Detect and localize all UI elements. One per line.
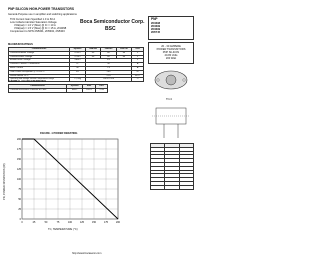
table-cell <box>165 185 179 189</box>
table-cell: V <box>132 59 144 63</box>
table-cell: Collector-Emitter Voltage <box>9 51 70 55</box>
x-tick-label: 50 <box>44 221 48 224</box>
x-tick-label: 150 <box>92 221 96 224</box>
feature-item: VCE(sat) = 1.0 V (Max) @ IC = 10 A <box>14 24 56 28</box>
table-row <box>9 51 144 55</box>
desc-line: 40-80 Volts <box>164 54 178 58</box>
table-cell: °C/W <box>95 88 107 92</box>
table-cell: W <box>132 70 144 74</box>
x-tick-label: 175 <box>104 221 108 224</box>
table-cell: W/°C <box>132 74 144 78</box>
desc-line: 200 Watt <box>165 57 177 61</box>
y-tick-label: 125 <box>17 167 21 171</box>
table-cell: V <box>132 55 144 59</box>
table-header-cell: Unit <box>132 48 144 52</box>
table-cell: V <box>132 51 144 55</box>
table-cell: Collector Current - Continuous <box>9 63 70 67</box>
x-tick-label: 125 <box>80 221 84 224</box>
table-cell: 1.14 <box>85 74 131 78</box>
table-cell: -65 to +200 <box>85 78 131 82</box>
table-cell: Operating and Storage Junction Temperature Range <box>9 78 70 82</box>
table-cell: Total Power Dissipation @TC=25°C <box>9 70 70 74</box>
feature-list <box>10 18 66 33</box>
desc-line: PNP SILICON <box>162 51 180 55</box>
part-number: 2N5745 <box>151 31 161 35</box>
y-tick-label: 150 <box>17 157 21 161</box>
table-cell: 60 <box>101 51 116 55</box>
table-cell: 40 <box>85 55 100 59</box>
dimension-table <box>150 143 194 190</box>
y-tick-label: 25 <box>18 207 21 211</box>
table-cell <box>151 185 165 189</box>
table-header-cell: Symbol <box>70 48 86 52</box>
y-tick-label: 75 <box>18 187 21 191</box>
desc-line: 20 - 30 AMPERE <box>161 45 181 48</box>
chart-ylabel: PD, POWER DISSIPATION (W) <box>3 163 6 200</box>
table-cell: °C <box>132 78 144 82</box>
desc-line: POWER TRANSISTORS <box>156 48 186 52</box>
x-tick-label: 200 <box>116 221 120 224</box>
table-cell: Derate above 25°C <box>9 74 70 78</box>
x-tick-label: 100 <box>68 221 72 224</box>
table-cell: Collector-Base Voltage <box>9 55 70 59</box>
table-header-cell: 2N4399 <box>101 48 116 52</box>
table-cell: 80 <box>116 51 131 55</box>
table-header-cell: Max <box>83 85 96 89</box>
part-number-box <box>148 16 194 40</box>
feature-item: TO3 Current Gain Specified 1.0 to 60 A <box>10 18 56 21</box>
table-cell: 80 <box>116 55 131 59</box>
company-short: BSC <box>105 26 116 32</box>
x-tick-label: 25 <box>32 221 36 224</box>
table-row <box>9 88 108 92</box>
table-cell: VEBO <box>70 59 86 63</box>
table-cell: VCBO <box>70 55 86 59</box>
max-ratings-title: MAXIMUM RATINGS <box>8 43 33 46</box>
table-cell: RθJC <box>67 88 83 92</box>
part-number: 2N4399 <box>151 28 161 32</box>
table-cell: A <box>132 63 144 67</box>
x-tick-label: 0 <box>21 221 23 224</box>
package-drawing <box>150 64 192 100</box>
feature-item: VCE(sat) = 1.5 V (Max) @ IC = 15 A, 2N4398 <box>14 27 67 31</box>
table-cell: Thermal Resistance Junction to Case <box>9 88 67 92</box>
table-header-cell: Unit <box>95 85 107 89</box>
table-cell: Emitter-Base Voltage <box>9 59 70 63</box>
y-tick-label: 200 <box>17 137 21 141</box>
table-cell <box>179 185 193 189</box>
y-tick-label: 0 <box>19 217 21 221</box>
table-header-cell: Symbol <box>67 85 83 89</box>
table-cell: IC <box>70 63 86 67</box>
footer-url[interactable]: http://www.bocasemi.com <box>72 252 102 255</box>
chart-xlabel: TC, TEMPERATURE (°C) <box>48 228 78 231</box>
y-tick-label: 100 <box>17 177 21 181</box>
table-cell: 5.0 <box>85 59 131 63</box>
package-label: TO-3 <box>166 98 172 101</box>
company-name: Boca Semiconductor Corp. <box>80 19 145 25</box>
table-cell: A <box>132 66 144 70</box>
x-tick-label: 75 <box>56 221 60 224</box>
thermal-title: THERMAL CHARACTERISTICS <box>8 80 47 83</box>
table-cell: IB <box>70 66 86 70</box>
table-cell: 40 <box>85 51 100 55</box>
table-cell: VCEO <box>70 51 86 55</box>
table-cell: 200 <box>85 70 131 74</box>
table-row <box>9 55 144 59</box>
part-number: 2N4399 <box>151 25 161 29</box>
table-header-cell: 2N4398 <box>85 48 100 52</box>
table-header-cell: Characteristic <box>9 48 70 52</box>
table-cell: Base Current <box>9 66 70 70</box>
page-subtitle: General-Purpose use in amplifier and switching applications <box>8 13 77 16</box>
feature-item: Low Collector-Emitter Saturation Voltage <box>10 21 57 25</box>
chart-title: FIGURE -1 POWER DERATING <box>40 132 78 135</box>
feature-item: Complement to NPN 2N5301, 2N5302, 2N5303 <box>10 30 65 34</box>
y-tick-label: 175 <box>17 147 21 151</box>
table-cell: TJ,Tstg <box>70 78 86 82</box>
table-header-cell: Characteristic <box>9 85 67 89</box>
description-box <box>148 42 194 64</box>
thermal-table <box>8 84 108 93</box>
table-cell: 30 <box>85 63 131 67</box>
max-ratings-table <box>8 47 144 82</box>
power-derating-chart <box>10 135 122 227</box>
page-title: PNP SILICON HIGH-POWER TRANSISTORS <box>8 7 74 11</box>
table-header-cell: 2N5745 <box>116 48 131 52</box>
table-cell: 0.875 <box>83 88 96 92</box>
table-cell: PD <box>70 70 86 74</box>
y-tick-label: 50 <box>18 197 21 201</box>
package-outline-drawing <box>150 104 192 142</box>
table-cell: 60 <box>101 55 116 59</box>
table-cell: 7.5 <box>85 66 131 70</box>
part-type: PNP <box>151 17 158 21</box>
part-number: 2N4398 <box>151 22 161 26</box>
